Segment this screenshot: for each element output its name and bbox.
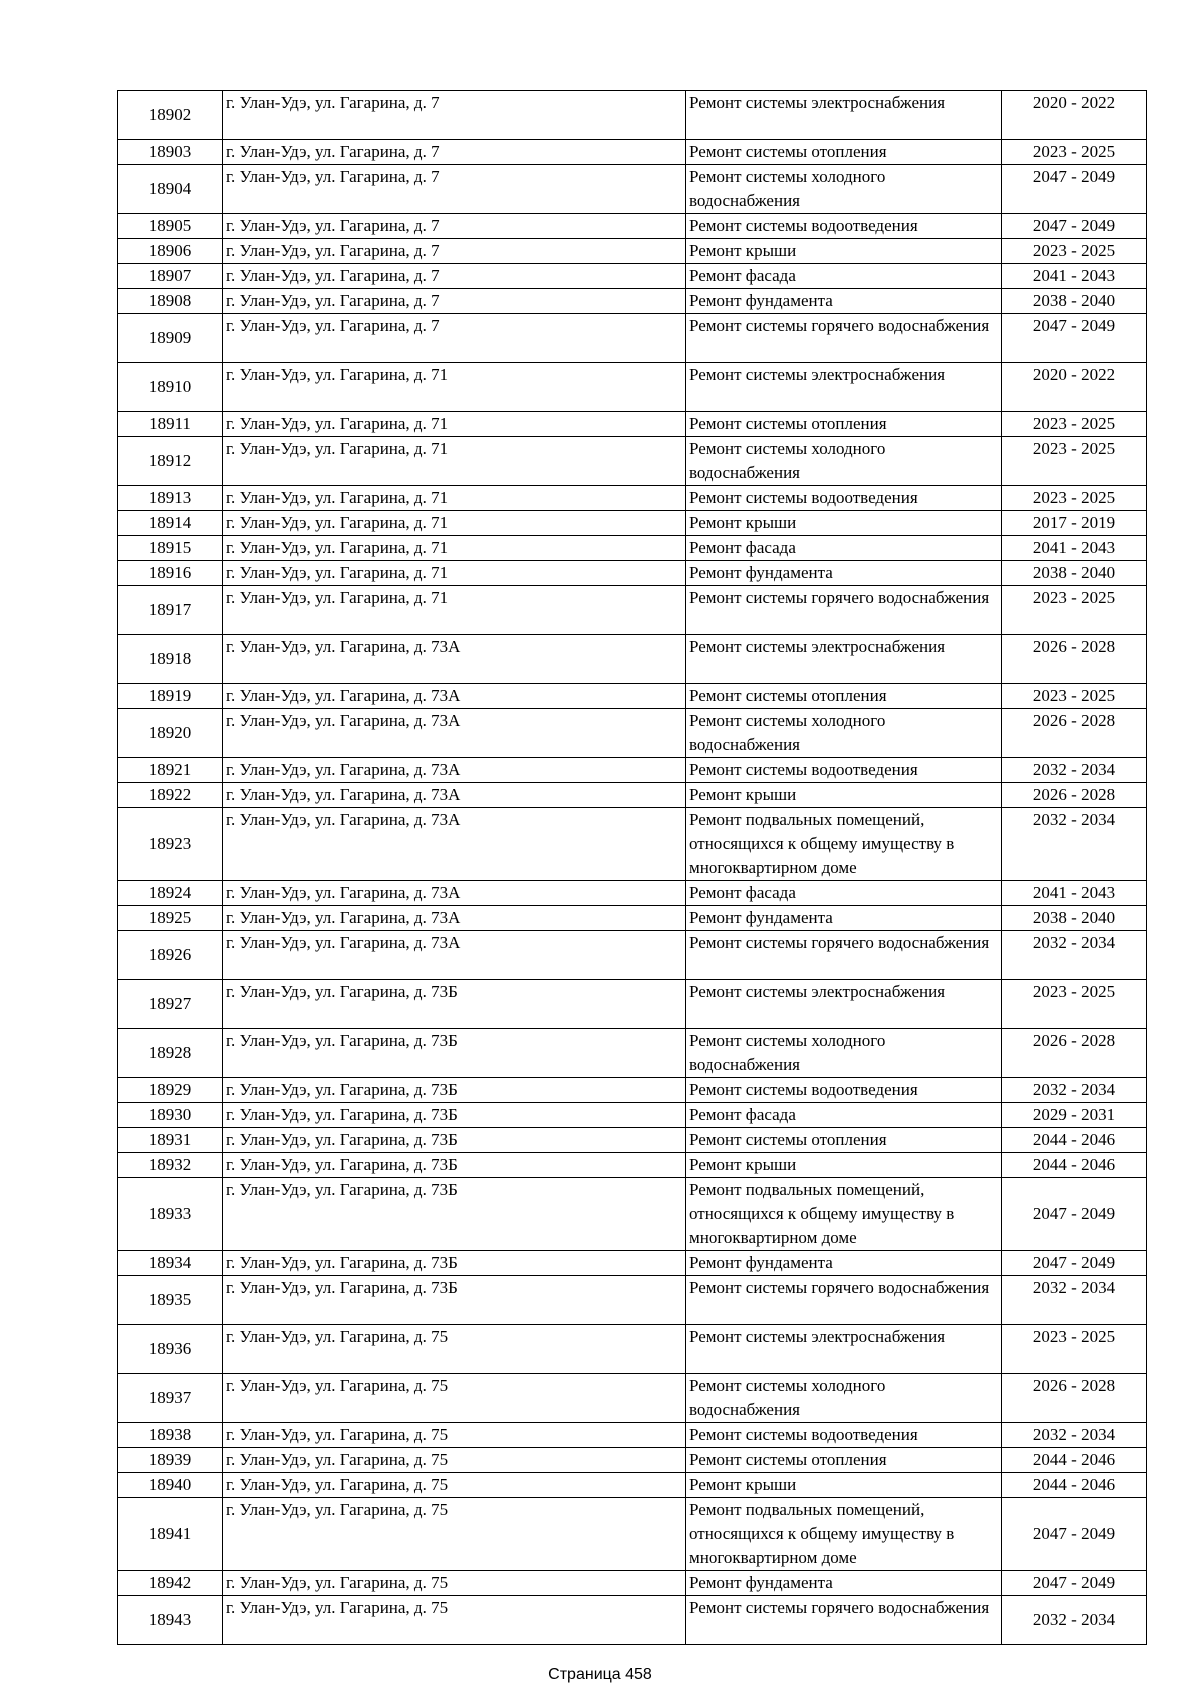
address-cell: г. Улан-Удэ, ул. Гагарина, д. 71 xyxy=(223,511,686,536)
table-row xyxy=(118,906,1147,931)
period-cell: 2044 - 2046 xyxy=(1002,1448,1147,1473)
work-type-cell: Ремонт системы электроснабжения xyxy=(686,635,1002,684)
table-row xyxy=(118,1325,1147,1374)
table-row xyxy=(118,511,1147,536)
work-type-cell: Ремонт системы холодного водоснабжения xyxy=(686,709,1002,758)
address-cell: г. Улан-Удэ, ул. Гагарина, д. 75 xyxy=(223,1448,686,1473)
period-cell: 2047 - 2049 xyxy=(1002,214,1147,239)
period-cell: 2032 - 2034 xyxy=(1002,808,1147,881)
table-row xyxy=(118,808,1147,881)
work-type-cell: Ремонт системы водоотведения xyxy=(686,486,1002,511)
row-number-cell: 18942 xyxy=(118,1571,223,1596)
table-row xyxy=(118,1374,1147,1423)
table-row xyxy=(118,363,1147,412)
address-cell: г. Улан-Удэ, ул. Гагарина, д. 75 xyxy=(223,1423,686,1448)
work-type-cell: Ремонт фундамента xyxy=(686,1251,1002,1276)
table-row xyxy=(118,758,1147,783)
work-type-cell: Ремонт фундамента xyxy=(686,906,1002,931)
work-type-cell: Ремонт системы электроснабжения xyxy=(686,980,1002,1029)
table-row xyxy=(118,931,1147,980)
table-row xyxy=(118,314,1147,363)
row-number-cell: 18925 xyxy=(118,906,223,931)
period-cell: 2023 - 2025 xyxy=(1002,586,1147,635)
table-row xyxy=(118,412,1147,437)
period-cell: 2023 - 2025 xyxy=(1002,486,1147,511)
row-number-cell: 18902 xyxy=(118,91,223,140)
period-cell: 2044 - 2046 xyxy=(1002,1473,1147,1498)
address-cell: г. Улан-Удэ, ул. Гагарина, д. 73Б xyxy=(223,1078,686,1103)
period-cell: 2032 - 2034 xyxy=(1002,1596,1147,1645)
address-cell: г. Улан-Удэ, ул. Гагарина, д. 73Б xyxy=(223,1251,686,1276)
work-type-cell: Ремонт крыши xyxy=(686,239,1002,264)
work-type-cell: Ремонт фундамента xyxy=(686,561,1002,586)
table-row xyxy=(118,536,1147,561)
table-row xyxy=(118,239,1147,264)
address-cell: г. Улан-Удэ, ул. Гагарина, д. 7 xyxy=(223,264,686,289)
work-type-cell: Ремонт системы электроснабжения xyxy=(686,1325,1002,1374)
work-type-cell: Ремонт фасада xyxy=(686,536,1002,561)
row-number-cell: 18906 xyxy=(118,239,223,264)
row-number-cell: 18937 xyxy=(118,1374,223,1423)
work-type-cell: Ремонт подвальных помещений, относящихся к общему имуществу в многоквартирном доме xyxy=(686,808,1002,881)
period-cell: 2032 - 2034 xyxy=(1002,1078,1147,1103)
address-cell: г. Улан-Удэ, ул. Гагарина, д. 75 xyxy=(223,1374,686,1423)
work-type-cell: Ремонт системы отопления xyxy=(686,140,1002,165)
table-row xyxy=(118,1251,1147,1276)
work-type-cell: Ремонт крыши xyxy=(686,783,1002,808)
row-number-cell: 18921 xyxy=(118,758,223,783)
row-number-cell: 18914 xyxy=(118,511,223,536)
table-row xyxy=(118,684,1147,709)
address-cell: г. Улан-Удэ, ул. Гагарина, д. 75 xyxy=(223,1473,686,1498)
row-number-cell: 18933 xyxy=(118,1178,223,1251)
row-number-cell: 18903 xyxy=(118,140,223,165)
address-cell: г. Улан-Удэ, ул. Гагарина, д. 73Б xyxy=(223,1029,686,1078)
table-row xyxy=(118,437,1147,486)
table-row xyxy=(118,1596,1147,1645)
table-row xyxy=(118,214,1147,239)
period-cell: 2038 - 2040 xyxy=(1002,289,1147,314)
period-cell: 2026 - 2028 xyxy=(1002,783,1147,808)
work-type-cell: Ремонт подвальных помещений, относящихся к общему имуществу в многоквартирном доме xyxy=(686,1178,1002,1251)
table-row xyxy=(118,289,1147,314)
row-number-cell: 18904 xyxy=(118,165,223,214)
period-cell: 2047 - 2049 xyxy=(1002,1251,1147,1276)
row-number-cell: 18907 xyxy=(118,264,223,289)
work-type-cell: Ремонт системы водоотведения xyxy=(686,214,1002,239)
row-number-cell: 18908 xyxy=(118,289,223,314)
address-cell: г. Улан-Удэ, ул. Гагарина, д. 7 xyxy=(223,239,686,264)
address-cell: г. Улан-Удэ, ул. Гагарина, д. 73А xyxy=(223,881,686,906)
period-cell: 2026 - 2028 xyxy=(1002,1374,1147,1423)
address-cell: г. Улан-Удэ, ул. Гагарина, д. 73Б xyxy=(223,1153,686,1178)
table-row xyxy=(118,1029,1147,1078)
address-cell: г. Улан-Удэ, ул. Гагарина, д. 71 xyxy=(223,437,686,486)
period-cell: 2023 - 2025 xyxy=(1002,437,1147,486)
work-type-cell: Ремонт системы электроснабжения xyxy=(686,91,1002,140)
table-row xyxy=(118,1178,1147,1251)
address-cell: г. Улан-Удэ, ул. Гагарина, д. 75 xyxy=(223,1596,686,1645)
period-cell: 2017 - 2019 xyxy=(1002,511,1147,536)
address-cell: г. Улан-Удэ, ул. Гагарина, д. 7 xyxy=(223,165,686,214)
row-number-cell: 18913 xyxy=(118,486,223,511)
row-number-cell: 18918 xyxy=(118,635,223,684)
work-type-cell: Ремонт системы отопления xyxy=(686,684,1002,709)
address-cell: г. Улан-Удэ, ул. Гагарина, д. 73А xyxy=(223,758,686,783)
table-row xyxy=(118,1571,1147,1596)
table-row xyxy=(118,881,1147,906)
address-cell: г. Улан-Удэ, ул. Гагарина, д. 73Б xyxy=(223,1178,686,1251)
row-number-cell: 18905 xyxy=(118,214,223,239)
address-cell: г. Улан-Удэ, ул. Гагарина, д. 7 xyxy=(223,289,686,314)
period-cell: 2032 - 2034 xyxy=(1002,1423,1147,1448)
row-number-cell: 18927 xyxy=(118,980,223,1029)
period-cell: 2020 - 2022 xyxy=(1002,91,1147,140)
period-cell: 2026 - 2028 xyxy=(1002,709,1147,758)
row-number-cell: 18919 xyxy=(118,684,223,709)
table-row xyxy=(118,561,1147,586)
period-cell: 2032 - 2034 xyxy=(1002,1276,1147,1325)
table-row xyxy=(118,91,1147,140)
row-number-cell: 18929 xyxy=(118,1078,223,1103)
row-number-cell: 18924 xyxy=(118,881,223,906)
row-number-cell: 18909 xyxy=(118,314,223,363)
period-cell: 2047 - 2049 xyxy=(1002,1498,1147,1571)
row-number-cell: 18939 xyxy=(118,1448,223,1473)
row-number-cell: 18930 xyxy=(118,1103,223,1128)
row-number-cell: 18916 xyxy=(118,561,223,586)
work-type-cell: Ремонт системы отопления xyxy=(686,412,1002,437)
row-number-cell: 18938 xyxy=(118,1423,223,1448)
row-number-cell: 18935 xyxy=(118,1276,223,1325)
table-row xyxy=(118,980,1147,1029)
table-row xyxy=(118,635,1147,684)
row-number-cell: 18928 xyxy=(118,1029,223,1078)
table-row xyxy=(118,1498,1147,1571)
work-type-cell: Ремонт крыши xyxy=(686,1153,1002,1178)
work-type-cell: Ремонт крыши xyxy=(686,1473,1002,1498)
period-cell: 2032 - 2034 xyxy=(1002,931,1147,980)
work-type-cell: Ремонт системы горячего водоснабжения xyxy=(686,931,1002,980)
address-cell: г. Улан-Удэ, ул. Гагарина, д. 71 xyxy=(223,412,686,437)
period-cell: 2026 - 2028 xyxy=(1002,1029,1147,1078)
period-cell: 2023 - 2025 xyxy=(1002,980,1147,1029)
table-row xyxy=(118,586,1147,635)
work-type-cell: Ремонт системы водоотведения xyxy=(686,1078,1002,1103)
address-cell: г. Улан-Удэ, ул. Гагарина, д. 75 xyxy=(223,1571,686,1596)
row-number-cell: 18934 xyxy=(118,1251,223,1276)
row-number-cell: 18931 xyxy=(118,1128,223,1153)
address-cell: г. Улан-Удэ, ул. Гагарина, д. 73А xyxy=(223,931,686,980)
address-cell: г. Улан-Удэ, ул. Гагарина, д. 7 xyxy=(223,214,686,239)
work-type-cell: Ремонт системы холодного водоснабжения xyxy=(686,1374,1002,1423)
address-cell: г. Улан-Удэ, ул. Гагарина, д. 75 xyxy=(223,1325,686,1374)
row-number-cell: 18932 xyxy=(118,1153,223,1178)
table-row xyxy=(118,264,1147,289)
row-number-cell: 18911 xyxy=(118,412,223,437)
work-type-cell: Ремонт системы холодного водоснабжения xyxy=(686,437,1002,486)
table-row xyxy=(118,1276,1147,1325)
period-cell: 2047 - 2049 xyxy=(1002,165,1147,214)
period-cell: 2038 - 2040 xyxy=(1002,906,1147,931)
work-type-cell: Ремонт фасада xyxy=(686,264,1002,289)
repair-schedule-table xyxy=(117,90,1147,1645)
table-row xyxy=(118,486,1147,511)
row-number-cell: 18926 xyxy=(118,931,223,980)
table-body xyxy=(118,91,1147,1645)
address-cell: г. Улан-Удэ, ул. Гагарина, д. 73Б xyxy=(223,980,686,1029)
period-cell: 2047 - 2049 xyxy=(1002,1571,1147,1596)
row-number-cell: 18915 xyxy=(118,536,223,561)
address-cell: г. Улан-Удэ, ул. Гагарина, д. 7 xyxy=(223,140,686,165)
table-row xyxy=(118,709,1147,758)
period-cell: 2023 - 2025 xyxy=(1002,140,1147,165)
address-cell: г. Улан-Удэ, ул. Гагарина, д. 73А xyxy=(223,635,686,684)
period-cell: 2047 - 2049 xyxy=(1002,1178,1147,1251)
period-cell: 2044 - 2046 xyxy=(1002,1128,1147,1153)
period-cell: 2047 - 2049 xyxy=(1002,314,1147,363)
work-type-cell: Ремонт системы горячего водоснабжения xyxy=(686,314,1002,363)
work-type-cell: Ремонт системы горячего водоснабжения xyxy=(686,586,1002,635)
period-cell: 2026 - 2028 xyxy=(1002,635,1147,684)
table-row xyxy=(118,1078,1147,1103)
address-cell: г. Улан-Удэ, ул. Гагарина, д. 7 xyxy=(223,91,686,140)
address-cell: г. Улан-Удэ, ул. Гагарина, д. 73Б xyxy=(223,1103,686,1128)
period-cell: 2029 - 2031 xyxy=(1002,1103,1147,1128)
period-cell: 2038 - 2040 xyxy=(1002,561,1147,586)
period-cell: 2041 - 2043 xyxy=(1002,881,1147,906)
period-cell: 2023 - 2025 xyxy=(1002,684,1147,709)
table-row xyxy=(118,1103,1147,1128)
work-type-cell: Ремонт фундамента xyxy=(686,289,1002,314)
address-cell: г. Улан-Удэ, ул. Гагарина, д. 73А xyxy=(223,684,686,709)
address-cell: г. Улан-Удэ, ул. Гагарина, д. 73Б xyxy=(223,1276,686,1325)
work-type-cell: Ремонт системы горячего водоснабжения xyxy=(686,1596,1002,1645)
work-type-cell: Ремонт системы водоотведения xyxy=(686,1423,1002,1448)
period-cell: 2041 - 2043 xyxy=(1002,264,1147,289)
row-number-cell: 18912 xyxy=(118,437,223,486)
work-type-cell: Ремонт системы холодного водоснабжения xyxy=(686,165,1002,214)
work-type-cell: Ремонт системы горячего водоснабжения xyxy=(686,1276,1002,1325)
row-number-cell: 18940 xyxy=(118,1473,223,1498)
period-cell: 2023 - 2025 xyxy=(1002,412,1147,437)
row-number-cell: 18943 xyxy=(118,1596,223,1645)
address-cell: г. Улан-Удэ, ул. Гагарина, д. 71 xyxy=(223,536,686,561)
row-number-cell: 18941 xyxy=(118,1498,223,1571)
row-number-cell: 18910 xyxy=(118,363,223,412)
address-cell: г. Улан-Удэ, ул. Гагарина, д. 71 xyxy=(223,363,686,412)
period-cell: 2044 - 2046 xyxy=(1002,1153,1147,1178)
work-type-cell: Ремонт системы электроснабжения xyxy=(686,363,1002,412)
table-row xyxy=(118,783,1147,808)
row-number-cell: 18923 xyxy=(118,808,223,881)
work-type-cell: Ремонт фасада xyxy=(686,1103,1002,1128)
row-number-cell: 18936 xyxy=(118,1325,223,1374)
address-cell: г. Улан-Удэ, ул. Гагарина, д. 7 xyxy=(223,314,686,363)
work-type-cell: Ремонт подвальных помещений, относящихся к общему имуществу в многоквартирном доме xyxy=(686,1498,1002,1571)
period-cell: 2023 - 2025 xyxy=(1002,239,1147,264)
work-type-cell: Ремонт фундамента xyxy=(686,1571,1002,1596)
period-cell: 2023 - 2025 xyxy=(1002,1325,1147,1374)
table-row xyxy=(118,1153,1147,1178)
period-cell: 2032 - 2034 xyxy=(1002,758,1147,783)
address-cell: г. Улан-Удэ, ул. Гагарина, д. 73Б xyxy=(223,1128,686,1153)
work-type-cell: Ремонт системы отопления xyxy=(686,1128,1002,1153)
work-type-cell: Ремонт системы отопления xyxy=(686,1448,1002,1473)
address-cell: г. Улан-Удэ, ул. Гагарина, д. 75 xyxy=(223,1498,686,1571)
period-cell: 2020 - 2022 xyxy=(1002,363,1147,412)
address-cell: г. Улан-Удэ, ул. Гагарина, д. 71 xyxy=(223,486,686,511)
period-cell: 2041 - 2043 xyxy=(1002,536,1147,561)
address-cell: г. Улан-Удэ, ул. Гагарина, д. 71 xyxy=(223,561,686,586)
address-cell: г. Улан-Удэ, ул. Гагарина, д. 71 xyxy=(223,586,686,635)
row-number-cell: 18922 xyxy=(118,783,223,808)
address-cell: г. Улан-Удэ, ул. Гагарина, д. 73А xyxy=(223,808,686,881)
work-type-cell: Ремонт системы водоотведения xyxy=(686,758,1002,783)
address-cell: г. Улан-Удэ, ул. Гагарина, д. 73А xyxy=(223,906,686,931)
row-number-cell: 18917 xyxy=(118,586,223,635)
page-number: Страница 458 xyxy=(548,1666,652,1683)
work-type-cell: Ремонт системы холодного водоснабжения xyxy=(686,1029,1002,1078)
row-number-cell: 18920 xyxy=(118,709,223,758)
work-type-cell: Ремонт фасада xyxy=(686,881,1002,906)
table-row xyxy=(118,1128,1147,1153)
address-cell: г. Улан-Удэ, ул. Гагарина, д. 73А xyxy=(223,783,686,808)
table-row xyxy=(118,1473,1147,1498)
work-type-cell: Ремонт крыши xyxy=(686,511,1002,536)
address-cell: г. Улан-Удэ, ул. Гагарина, д. 73А xyxy=(223,709,686,758)
table-row xyxy=(118,140,1147,165)
table-row xyxy=(118,165,1147,214)
table-row xyxy=(118,1448,1147,1473)
table-row xyxy=(118,1423,1147,1448)
